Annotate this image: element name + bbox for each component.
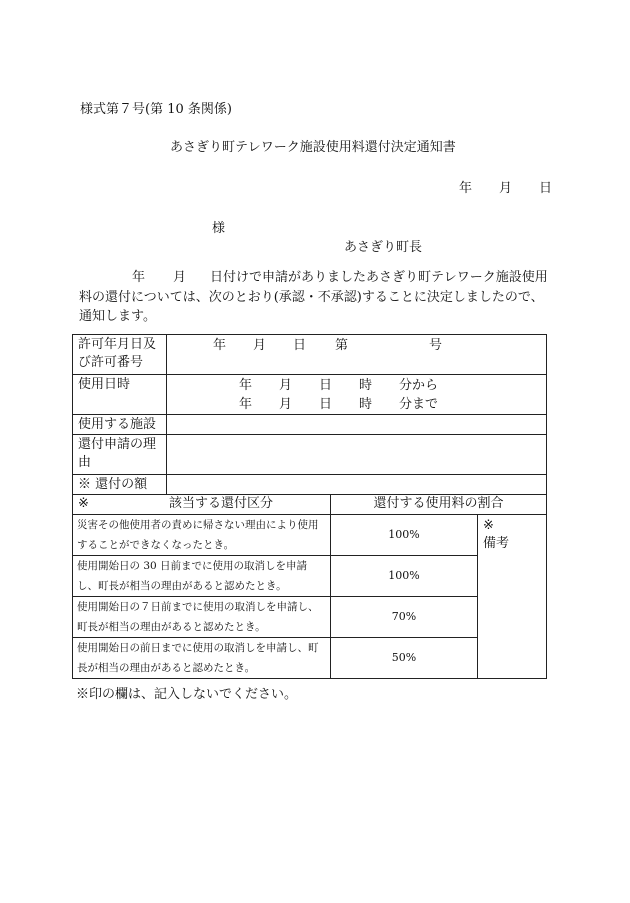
permit-value [167, 335, 547, 375]
refund-amount-label: ※ 還付の額 [73, 475, 167, 495]
footnote: ※印の欄は、記入しないでください。 [76, 687, 298, 702]
category-header-label: 該当する還付区分 [169, 496, 274, 511]
date-year: 年 [459, 181, 473, 196]
use-datetime-label: 使用日時 [73, 375, 167, 415]
permit-day: 日 [293, 338, 307, 353]
to-hour: 時 [359, 397, 373, 412]
body-text: 日付けで申請がありましたあさぎり町テレワーク施設使用料の還付については、次のとおり(承認・不承認)することに決定しましたので、通知します。 [79, 270, 548, 324]
from-day: 日 [319, 378, 333, 393]
ratio-header: 還付する使用料の割合 [331, 495, 547, 515]
to-month: 月 [279, 397, 293, 412]
document-title: あさぎり町テレワーク施設使用料還付決定通知書 [170, 140, 456, 155]
body-month: 月 [173, 270, 187, 285]
refund-table [72, 334, 547, 679]
reason-value [167, 435, 547, 475]
facility-label: 使用する施設 [73, 415, 167, 435]
from-month: 月 [279, 378, 293, 393]
category-row: 災害その他使用者の責めに帰さない理由により使用することができなくなったとき。 [73, 515, 331, 556]
remarks-label: 備考 [483, 536, 510, 551]
permit-dai: 第 [335, 338, 349, 353]
permit-year: 年 [213, 338, 227, 353]
category-row: 使用開始日の前日までに使用の取消しを申請し、町長が相当の理由があると認めたとき。 [73, 638, 331, 679]
remarks-cell [478, 515, 547, 679]
permit-go: 号 [429, 338, 443, 353]
use-datetime-value [167, 375, 547, 415]
date-month: 月 [499, 181, 513, 196]
ratio-cell: 100% [331, 515, 478, 556]
body-year: 年 [132, 270, 146, 285]
from-year: 年 [239, 378, 253, 393]
category-row: 使用開始日の７日前までに使用の取消しを申請し、町長が相当の理由があると認めたとき。 [73, 597, 331, 638]
form-number: 様式第７号(第 10 条関係) [80, 102, 232, 117]
addressee-suffix: 様 [212, 221, 226, 236]
from-hour: 時 [359, 378, 373, 393]
permit-month: 月 [253, 338, 267, 353]
to-day: 日 [319, 397, 333, 412]
category-row: 使用開始日の 30 日前までに使用の取消しを申請し、町長が相当の理由があると認めたとき。 [73, 556, 331, 597]
category-header [73, 495, 331, 515]
date-day: 日 [539, 181, 553, 196]
body-paragraph [79, 268, 551, 327]
to-minute: 分まで [399, 397, 439, 412]
permit-label: 許可年月日及び許可番号 [73, 335, 167, 375]
ratio-cell: 100% [331, 556, 478, 597]
issuer: あさぎり町長 [344, 240, 423, 255]
ratio-cell: 50% [331, 638, 478, 679]
category-header-mark: ※ [78, 496, 89, 511]
from-minute: 分から [399, 378, 439, 393]
to-year: 年 [239, 397, 253, 412]
ratio-cell: 70% [331, 597, 478, 638]
facility-value [167, 415, 547, 435]
reason-label: 還付申請の理由 [73, 435, 167, 475]
remarks-mark: ※ [483, 518, 494, 533]
refund-amount-value [167, 475, 547, 495]
